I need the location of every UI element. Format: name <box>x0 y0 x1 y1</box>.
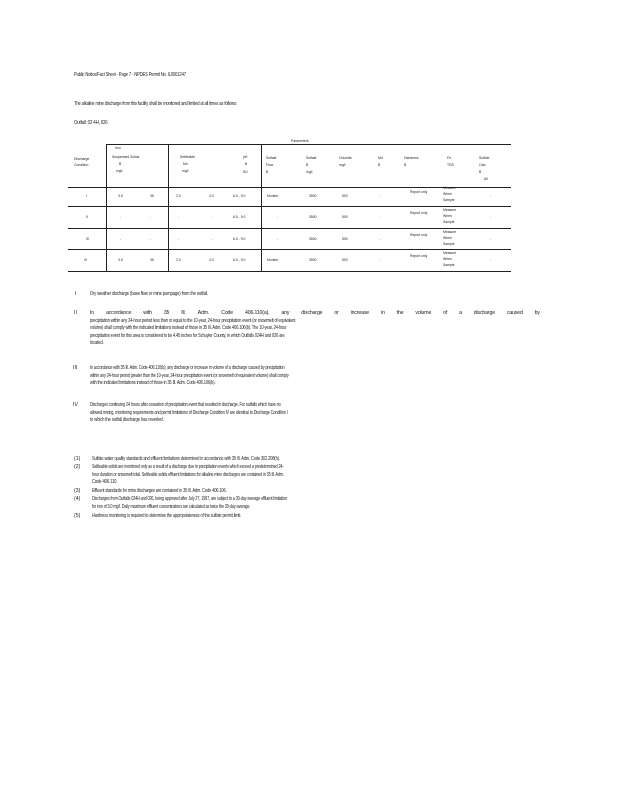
header-sulfate-flow: Sulfate Flow B <box>266 156 277 174</box>
header-mgl1: mg/l <box>116 169 123 173</box>
condition-ii-line-1: In accordance with 35 Ill. Adm. Code 406.110(a), any discharge or increase in the volume of a discharge caused by <box>90 310 540 316</box>
parameters-title: Parameters <box>291 139 309 143</box>
intro-text: The alkaline mine discharge from this facility shall be monitored and limited at all times as follows: <box>74 101 237 107</box>
outfall-label: Outfall: 02 4H, 026 <box>74 120 108 126</box>
header-mn: Mn <box>183 162 188 166</box>
header-discharge: Discharge Condition <box>74 157 90 167</box>
header-fe-tds: Fe TDS <box>447 156 454 167</box>
header-b2: B <box>245 162 248 166</box>
condition-iii-text: In accordance with 35 Ill. Adm. Code 406.110(b), any discharge or increase in volume of a discharge caused by precipitation within any 24-hour period greater than the 10-year, 24-hour precipitation event (or snowmelt of equivalent volume) shall comply with the indicated limitations instead of those in 35 Ill. Adm. Code 406.106(b). <box>90 365 289 386</box>
header-b1: B <box>119 162 122 166</box>
header-chloride: Chloride mg/l <box>339 156 352 167</box>
condition-iv-numeral: IV <box>73 402 78 408</box>
header-hardness: Hardness B <box>404 156 419 167</box>
condition-i-numeral: I <box>75 291 77 297</box>
header-mn2: Mn B <box>378 156 383 167</box>
header-tss: Suspended Solids <box>112 155 140 159</box>
header-settleable: Settleable <box>180 155 196 159</box>
header-sulfide: Sulfide Calc B <box>479 156 490 174</box>
header-ph: pH <box>243 155 248 159</box>
header-sulfate: Sulfate B mg/l <box>306 156 317 174</box>
condition-i-text: Dry weather discharge (base flow or mine pumpage) from the outfall. <box>90 291 209 297</box>
header-iron: Iron <box>115 146 121 150</box>
condition-iv-text: Discharges continuing 24 hours after cessation of precipitation event that resulted in discharge. For outfalls which have no allowed mixing, monitoring requirements and permit limitations of Discharge Condition IV are identical to Discharge Condition I to which the outfall discharge has reverted. <box>90 402 288 423</box>
header-su: SU <box>243 170 248 174</box>
page-header: Public Notice/Fact Sheet - Page 7 - NPDES Permit No. IL0061247 <box>74 72 186 78</box>
condition-ii-text: In accordance with 35 Ill. Adm. Code 406.110(a), any discharge or increase in the volume of a discharge caused by precipitation within any 24-hour period less than or equal to the 10-year, 24-hour precipitation event (or snowmelt of equivalent volume) shall comply with the indicated limitations instead of those in 35 Ill. Adm. Code 406.106(b). The 10-year, 24-hour precipitation event for this area is considered to be 4.45 inches for Schuyler County, in which Outfalls 024H and 026 are located. <box>90 310 540 346</box>
condition-ii-numeral: II <box>74 310 77 316</box>
condition-iii-numeral: III <box>73 365 78 371</box>
header-mgl2: mg/l <box>182 169 189 173</box>
header-all: All <box>484 177 488 181</box>
